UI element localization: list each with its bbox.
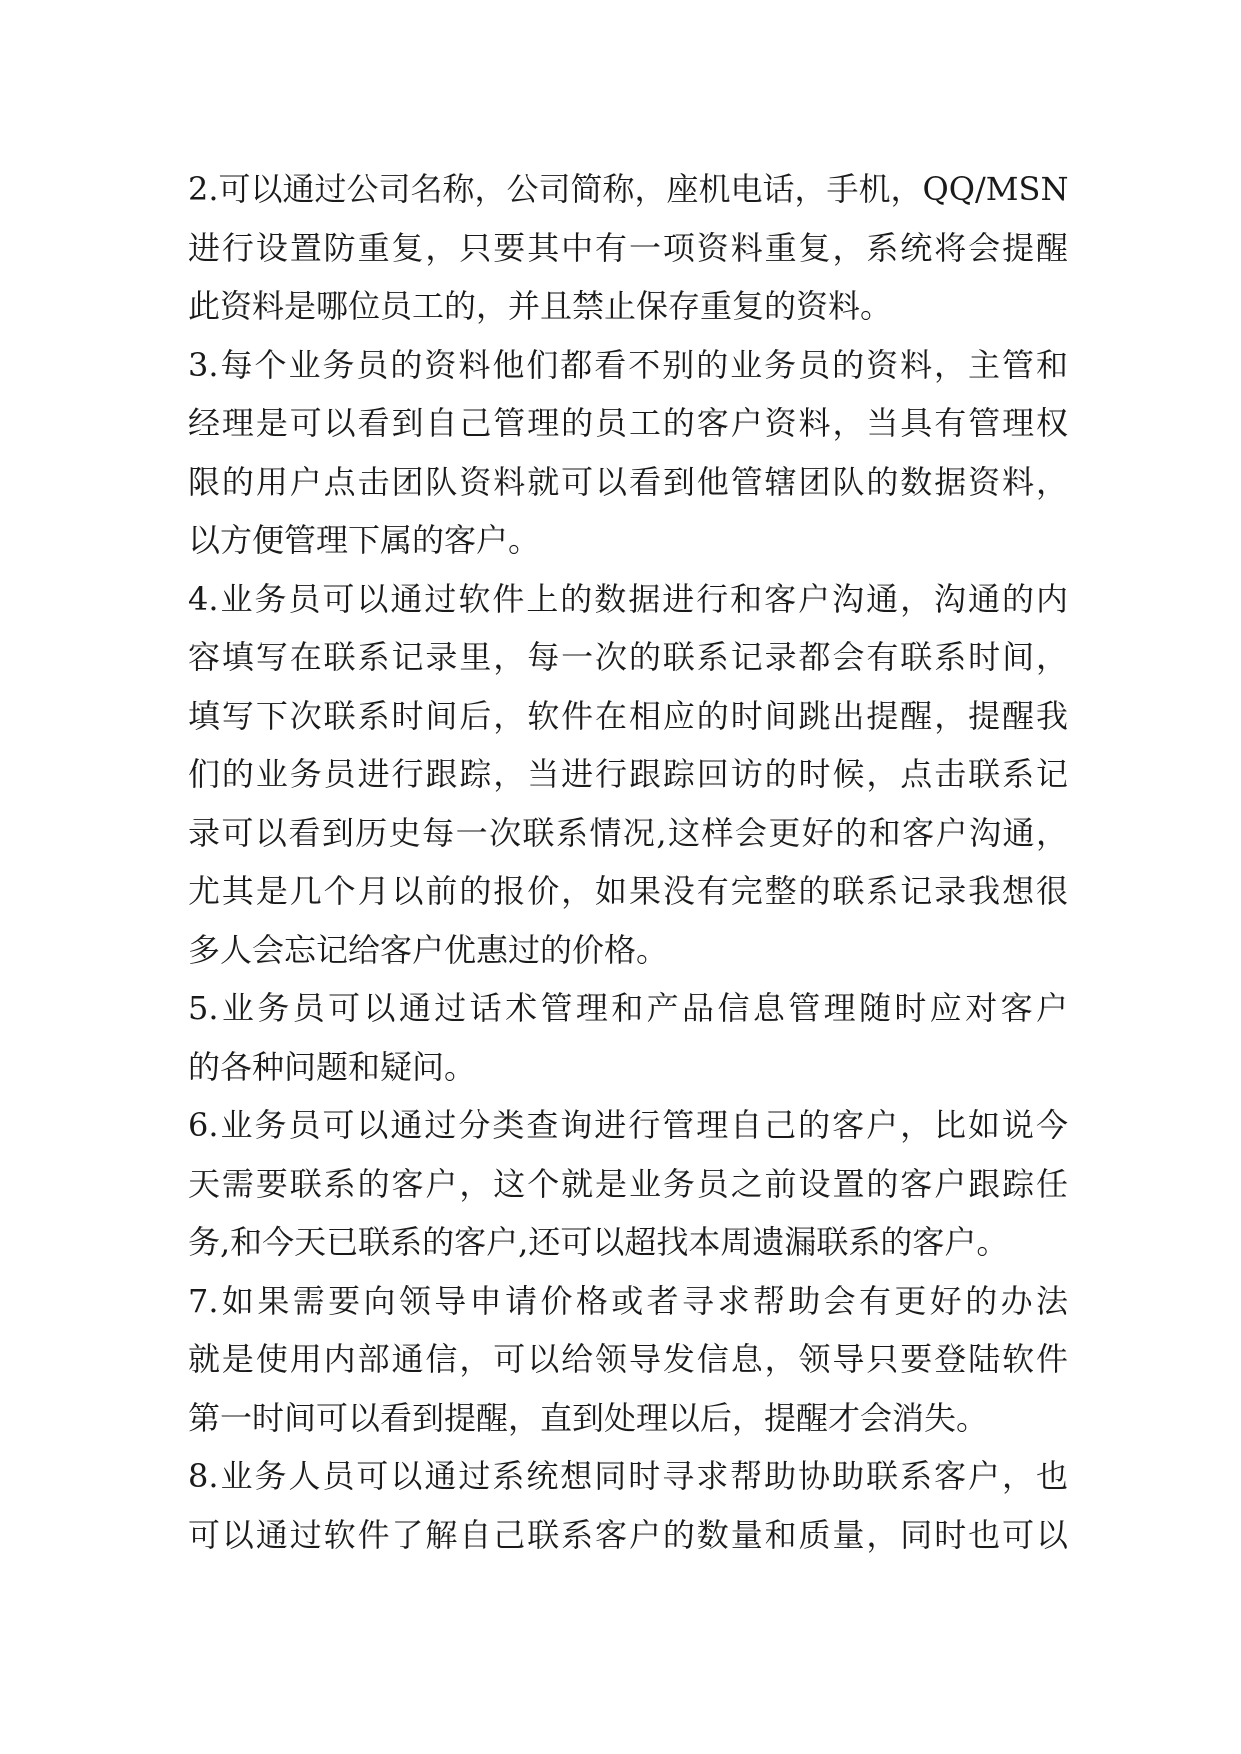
text-line: 多人会忘记给客户优惠过的价格。 — [188, 930, 669, 969]
text-line: 此资料是哪位员工的，并且禁止保存重复的资料。 — [188, 287, 893, 325]
text-line: 录可以看到历史每一次联系情况,这样会更好的和客户沟通， — [188, 813, 1068, 852]
paragraph-item-3 — [188, 336, 1068, 570]
text-line: 限的用户点击团队资料就可以看到他管辖团队的数据资料， — [188, 462, 1068, 501]
text-line: 就是使用内部通信，可以给领导发信息，领导只要登陆软件 — [188, 1340, 1068, 1378]
text-line: 进行设置防重复，只要其中有一项资料重复，系统将会提醒 — [188, 228, 1068, 267]
text-line: 务,和今天已联系的客户,还可以超找本周遗漏联系的客户。 — [188, 1223, 1009, 1261]
text-line: 的各种问题和疑问。 — [188, 1047, 477, 1086]
text-line: 以方便管理下属的客户。 — [188, 521, 541, 559]
text-line: 5.业务员可以通过话术管理和产品信息管理随时应对客户 — [188, 989, 1068, 1027]
text-line: 4.业务员可以通过软件上的数据进行和客户沟通，沟通的内 — [188, 579, 1068, 618]
text-line: 8.业务人员可以通过系统想同时寻求帮助协助联系客户，也 — [188, 1457, 1068, 1495]
paragraph-item-5 — [188, 979, 1068, 1096]
text-line: 填写下次联系时间后，软件在相应的时间跳出提醒，提醒我 — [188, 696, 1068, 735]
text-line: 经理是可以看到自己管理的员工的客户资料，当具有管理权 — [188, 404, 1068, 442]
text-line: 6.业务员可以通过分类查询进行管理自己的客户，比如说今 — [188, 1106, 1068, 1144]
text-line: 3.每个业务员的资料他们都看不别的业务员的资料，主管和 — [188, 345, 1068, 384]
text-line: 第一时间可以看到提醒，直到处理以后，提醒才会消失。 — [188, 1398, 989, 1437]
text-line: 天需要联系的客户，这个就是业务员之前设置的客户跟踪任 — [188, 1164, 1068, 1203]
text-line: 尤其是几个月以前的报价，如果没有完整的联系记录我想很 — [188, 872, 1068, 910]
paragraph-item-8 — [188, 1447, 1068, 1564]
text-line: 可以通过软件了解自己联系客户的数量和质量，同时也可以 — [188, 1515, 1068, 1554]
paragraph-item-7 — [188, 1272, 1068, 1448]
text-line: 们的业务员进行跟踪，当进行跟踪回访的时候，点击联系记 — [188, 755, 1068, 793]
paragraph-item-2 — [188, 160, 1068, 336]
text-line: 2.可以通过公司名称，公司简称，座机电话，手机，QQ/MSN — [188, 170, 1069, 208]
paragraph-item-6 — [188, 1096, 1068, 1272]
paragraph-item-4 — [188, 570, 1068, 980]
text-line: 容填写在联系记录里，每一次的联系记录都会有联系时间， — [188, 638, 1068, 676]
text-line: 7.如果需要向领导申请价格或者寻求帮助会有更好的办法 — [188, 1281, 1068, 1320]
document-body — [188, 160, 1068, 1564]
